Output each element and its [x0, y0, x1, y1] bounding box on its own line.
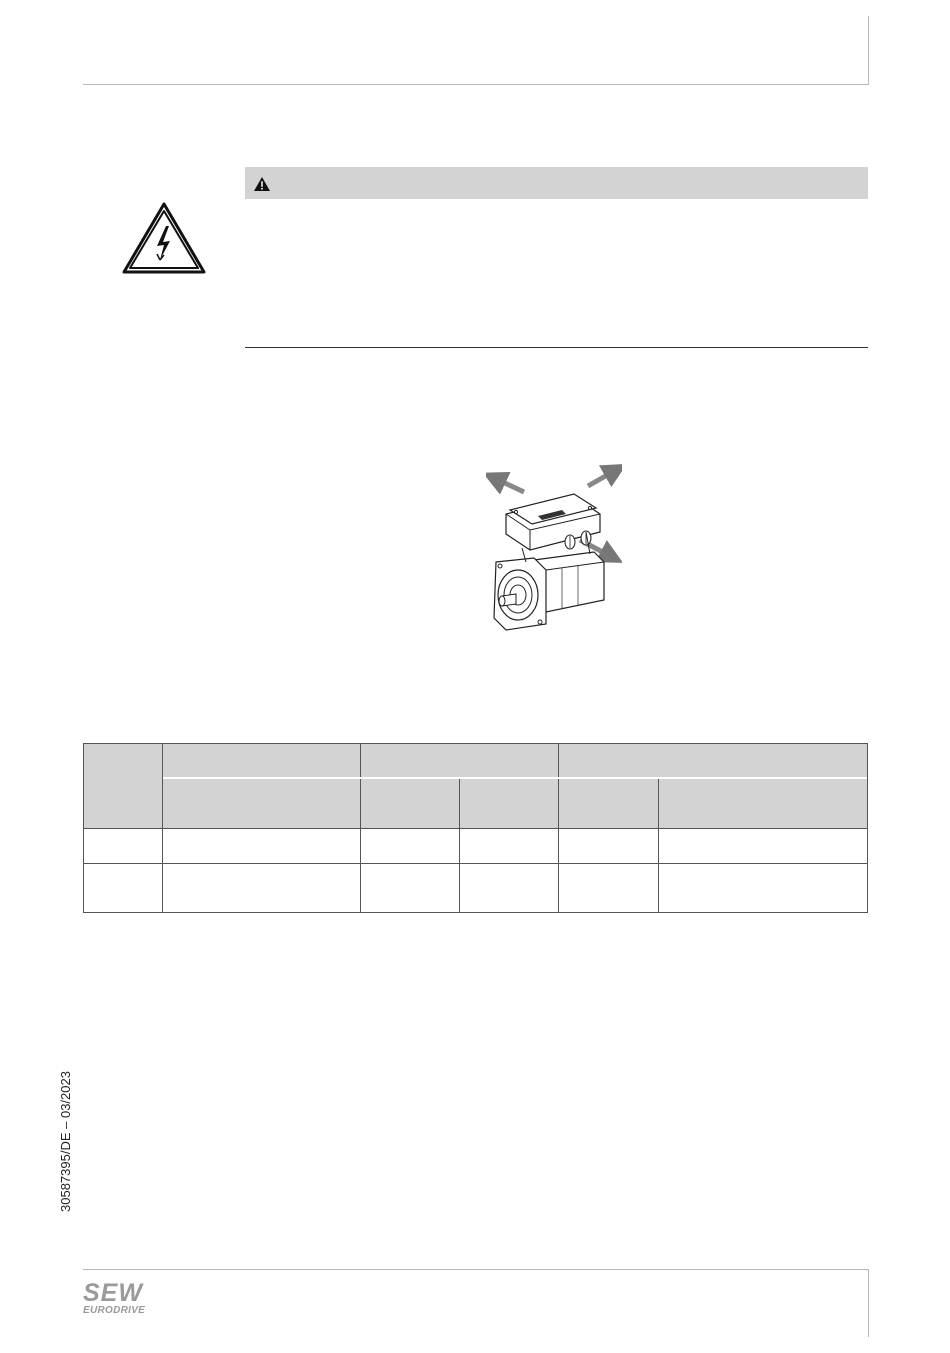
table-cell — [83, 828, 162, 863]
table-header-cell — [83, 743, 162, 829]
table-header-cell — [658, 778, 868, 829]
header-vertical-rule — [868, 16, 869, 85]
logo-main-text: SEW — [83, 1279, 143, 1307]
sew-eurodrive-logo — [83, 1281, 163, 1321]
table-cell — [459, 863, 558, 913]
table-header-cell — [162, 743, 360, 778]
table-header-cell — [558, 743, 868, 778]
logo-sub-text: EURODRIVE — [83, 1305, 146, 1316]
table-header-cell — [162, 778, 360, 829]
table-cell — [162, 863, 360, 913]
electric-shock-hazard-icon — [122, 202, 206, 274]
warning-signal-bar — [245, 167, 868, 199]
warning-triangle-icon — [253, 176, 271, 192]
footer-rule — [83, 1269, 869, 1270]
table-cell — [558, 828, 658, 863]
document-id: 30587395/DE – 03/2023 — [58, 1071, 73, 1212]
motor-with-connector-box-rotation-icon — [486, 462, 622, 632]
table-header-cell — [459, 778, 558, 829]
table-header-cell — [558, 778, 658, 829]
footer-vertical-rule — [868, 1269, 869, 1337]
table-cell — [162, 828, 360, 863]
table-cell — [658, 828, 868, 863]
warning-end-rule — [245, 347, 868, 348]
data-table — [83, 743, 868, 913]
table-header-cell — [360, 743, 558, 778]
header-rule — [83, 84, 869, 85]
table-cell — [360, 828, 459, 863]
table-cell — [558, 863, 658, 913]
table-header-cell — [360, 778, 459, 829]
table-cell — [658, 863, 868, 913]
table-cell — [360, 863, 459, 913]
table-cell — [83, 863, 162, 913]
table-cell — [459, 828, 558, 863]
